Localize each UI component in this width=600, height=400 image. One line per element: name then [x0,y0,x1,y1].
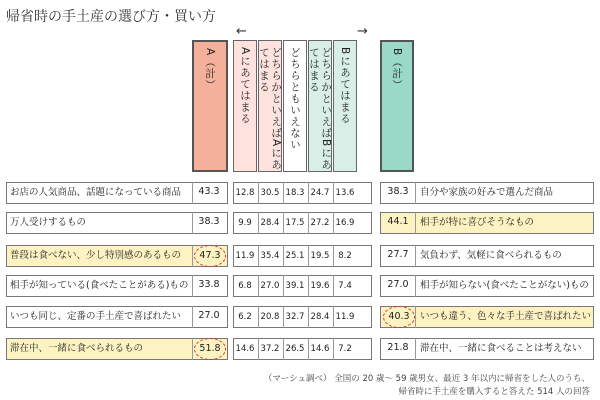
percent-cell: 30.5 [260,188,280,198]
table-row [0,245,600,271]
b-total-separator [415,182,416,204]
percent-cell: 28.4 [310,312,330,322]
chart-title: 帰省時の手土産の選び方・買い方 [6,9,216,25]
percent-cell: 39.1 [285,281,305,291]
table-row [0,306,600,332]
b-total-separator [415,338,416,360]
a-total-value: 51.8 [194,338,226,360]
header-a-applies [233,40,257,172]
header-neither-label: どちらともいえない [289,47,302,151]
percent-cell: 24.7 [310,188,330,198]
percent-cell: 32.7 [285,312,305,322]
b-statement-label: 滞在中、一緒に食べることは考えない [420,343,582,354]
percent-cell: 35.4 [260,251,280,261]
b-statement-label: 自分や家族の好みで選んだ商品 [420,187,554,198]
a-statement-label: 相手が知っている(食べたことがある)もの [10,280,189,291]
percent-cell: 8.2 [338,251,352,261]
percent-cell: 7.4 [338,281,352,291]
header-a-somewhat [258,40,282,172]
a-total-value: 33.8 [198,279,220,290]
percent-cell: 27.2 [310,218,330,228]
table-row [0,275,600,301]
b-total-value: 27.0 [387,279,409,290]
percent-cell: 17.5 [285,218,305,228]
percent-cell: 6.8 [238,281,252,291]
a-statement-label: 滞在中、一緒に食べられるもの [10,343,144,354]
header-b-total-label: B（計） [391,48,404,91]
b-total-separator [415,245,416,267]
a-total-separator [192,212,193,234]
a-statement-label: 普段は食べない、少し特別感のあるもの [10,250,182,261]
percent-cell: 14.6 [235,344,255,354]
a-total-value: 38.3 [198,216,220,227]
b-total-value: 21.8 [387,342,409,353]
percent-cell: 20.8 [260,312,280,322]
header-b-applies [333,40,357,172]
a-total-separator [192,338,193,360]
b-statement-label: いつも違う、色々な手土産で喜ばれたい [420,311,592,322]
b-statement-label: 相手が知らない(食べたことがない)もの [420,280,589,291]
header-neither [283,40,307,172]
percent-cell: 19.6 [310,281,330,291]
percent-cell: 11.9 [335,312,355,322]
table-row [0,182,600,208]
a-total-value: 47.3 [194,245,226,267]
percent-cell: 7.2 [338,344,352,354]
table-row [0,338,600,364]
header-a-total [192,40,228,172]
header-a-total-label: A（計） [204,48,217,91]
footnote-line-2: 帰省時に手土産を購入すると答えた 514 人の回答 [398,387,590,397]
header-a-somewhat-label: どちらかといえばAにあてはまる [258,47,283,171]
footnote-line-1: （マーシュ調べ） 全国の 20 歳～ 59 歳男女、最近 3 年以内に帰省をした人のうち、 [263,374,590,384]
percent-cell: 27.0 [260,281,280,291]
a-statement-label: 万人受けするもの [10,217,87,228]
percent-cell: 19.5 [310,251,330,261]
percent-cell: 18.3 [285,188,305,198]
percent-cell: 28.4 [260,218,280,228]
percent-cell: 26.5 [285,344,305,354]
a-statement-label: いつも同じ、定番の手土産で喜ばれたい [10,311,182,322]
percent-cell: 12.8 [235,188,255,198]
a-total-value: 43.3 [198,186,220,197]
a-total-separator [192,275,193,297]
percent-cell: 6.2 [238,312,252,322]
a-statement-label: お店の人気商品、話題になっている商品 [10,187,182,198]
b-total-value: 40.3 [383,306,415,328]
percent-cell: 37.2 [260,344,280,354]
b-statement-label: 気負わず、気軽に食べられるもの [420,250,562,261]
a-total-separator [192,182,193,204]
percent-cell: 14.6 [310,344,330,354]
header-a-applies-label: Aにあてはまる [239,47,252,125]
header-b-somewhat [308,40,332,172]
b-total-value: 44.1 [387,216,409,227]
header-b-total [380,40,414,172]
b-total-separator [415,306,416,328]
header-b-applies-label: Bにあてはまる [339,47,352,125]
a-total-separator [192,245,193,267]
a-total-separator [192,306,193,328]
b-total-value: 38.3 [387,186,409,197]
header-b-somewhat-label: どちらかといえばBにあてはまる [308,47,333,171]
percent-cell: 16.9 [335,218,355,228]
a-total-value: 27.0 [198,310,220,321]
b-total-separator [415,212,416,234]
b-statement-label: 相手が特に喜びそうなもの [420,217,535,228]
b-total-value: 27.7 [387,249,409,260]
percent-cell: 25.1 [285,251,305,261]
table-row [0,212,600,238]
percent-cell: 9.9 [238,218,252,228]
b-total-separator [415,275,416,297]
percent-cell: 11.9 [235,251,255,261]
left-arrow: ← [236,24,247,39]
right-arrow: → [357,24,368,39]
percent-cell: 13.6 [335,188,355,198]
